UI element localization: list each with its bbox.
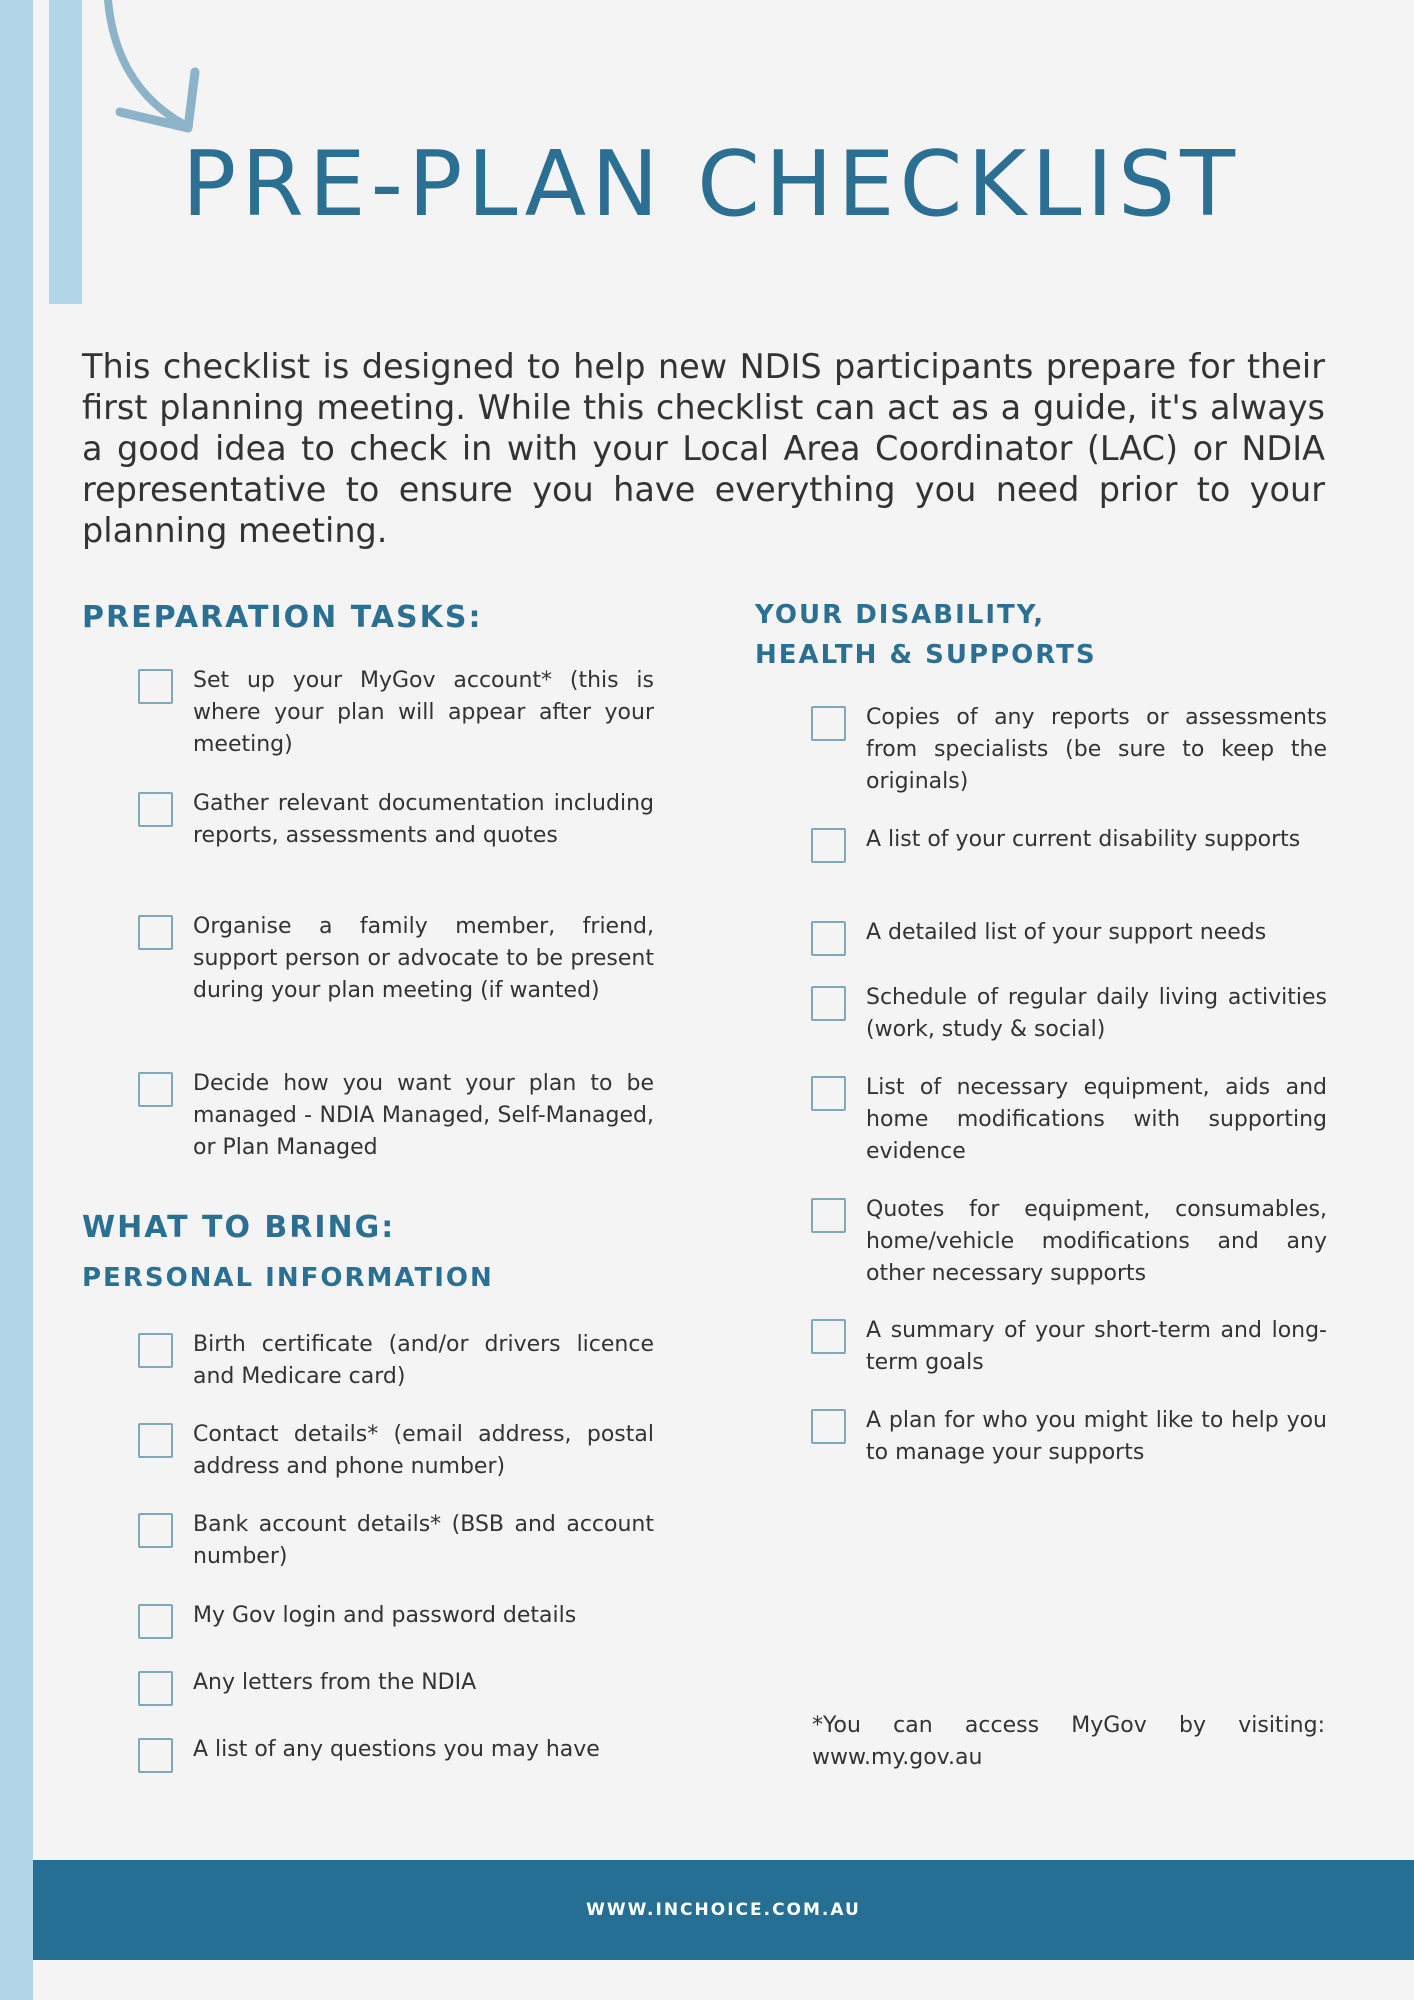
checklist-item[interactable] [138,788,654,852]
checkbox-icon[interactable] [138,792,173,827]
checklist-item-label: A detailed list of your support needs [866,920,1267,945]
checkbox-icon[interactable] [138,1423,173,1458]
what-to-bring-heading: WHAT TO BRING: [82,1210,396,1245]
checklist-item-label: Contact details* (email address, postal address and phone number) [193,1422,654,1479]
checklist-item-label: A list of any questions you may have [193,1737,600,1762]
left-decorative-stripe [0,0,33,2000]
checklist-item-label: List of necessary equipment, aids and home modifications with supporting evidence [866,1075,1327,1164]
checkbox-icon[interactable] [811,1198,846,1233]
checklist-item-label: Any letters from the NDIA [193,1670,477,1695]
checkbox-icon[interactable] [811,1409,846,1444]
checklist-item-label: Set up your MyGov account* (this is where your plan will appear after your meeting) [193,668,654,757]
curved-arrow-icon [100,0,210,140]
checkbox-icon[interactable] [811,921,846,956]
checklist-item[interactable] [811,1194,1327,1290]
checkbox-icon[interactable] [138,1604,173,1639]
checklist-item[interactable] [138,1068,654,1164]
checkbox-icon[interactable] [811,1076,846,1111]
checklist-item-label: Decide how you want your plan to be managed - NDIA Managed, Self-Managed, or Plan Managed [193,1071,654,1160]
checklist-item[interactable] [138,1509,654,1573]
checkbox-icon[interactable] [138,1513,173,1548]
checklist-item-label: Copies of any reports or assessments from specialists (be sure to keep the originals) [866,705,1327,794]
checklist-item[interactable] [811,917,1327,956]
checkbox-icon[interactable] [138,915,173,950]
checklist-item[interactable] [811,1405,1327,1469]
checklist-item[interactable] [138,1419,654,1483]
checklist-item-label: A plan for who you might like to help you to manage your supports [866,1408,1327,1465]
intro-paragraph: This checklist is designed to help new NDIS participants prepare for their first planning meeting. While this checklist can act as a guide, it's always a good idea to check in with your Local Area Coordinator (LAC) or NDIA representative to ensure you have everything you need prior to your planning meeting. [82,347,1325,550]
checklist-item-label: A list of your current disability supports [866,827,1301,852]
checklist-item-label: Schedule of regular daily living activities (work, study & social) [866,985,1327,1042]
checklist-item-label: Birth certificate (and/or drivers licence and Medicare card) [193,1332,654,1389]
checklist-item[interactable] [138,665,654,761]
footer-bar [33,1860,1414,1960]
preparation-heading: PREPARATION TASKS: [82,600,483,635]
checklist-item[interactable] [811,824,1327,863]
checklist-item[interactable] [138,1734,654,1773]
checklist-item[interactable] [138,1667,654,1706]
mygov-note: *You can access MyGov by visiting: www.my.gov.au [812,1713,1325,1770]
checkbox-icon[interactable] [138,1671,173,1706]
checklist-item[interactable] [138,911,654,1007]
personal-information-heading: PERSONAL INFORMATION [82,1263,494,1293]
checkbox-icon[interactable] [811,1319,846,1354]
checklist-item-label: Quotes for equipment, consumables, home/vehicle modifications and any other necessary supports [866,1197,1327,1286]
checkbox-icon[interactable] [138,669,173,704]
checklist-item[interactable] [811,982,1327,1046]
checkbox-icon[interactable] [138,1333,173,1368]
checklist-item[interactable] [811,1072,1327,1168]
checklist-item-label: A summary of your short-term and long-term goals [866,1318,1327,1375]
checklist-item[interactable] [138,1600,654,1639]
checklist-item[interactable] [138,1329,654,1393]
checklist-item-label: Gather relevant documentation including reports, assessments and quotes [193,791,654,848]
checklist-item-label: My Gov login and password details [193,1603,577,1628]
checklist-item[interactable] [811,702,1327,798]
checkbox-icon[interactable] [138,1738,173,1773]
page-title: PRE-PLAN CHECKLIST [182,132,1241,237]
checklist-item[interactable] [811,1315,1327,1379]
checkbox-icon[interactable] [138,1072,173,1107]
checkbox-icon[interactable] [811,986,846,1021]
checklist-item-label: Organise a family member, friend, support person or advocate to be present during your plan meeting (if wanted) [193,914,654,1003]
checklist-item-label: Bank account details* (BSB and account number) [193,1512,654,1569]
disability-health-supports-heading: YOUR DISABILITY, HEALTH & SUPPORTS [755,600,1097,670]
footer-website-link[interactable]: WWW.INCHOICE.COM.AU [586,1900,861,1920]
checkbox-icon[interactable] [811,828,846,863]
checkbox-icon[interactable] [811,706,846,741]
inner-decorative-stripe [49,0,82,304]
